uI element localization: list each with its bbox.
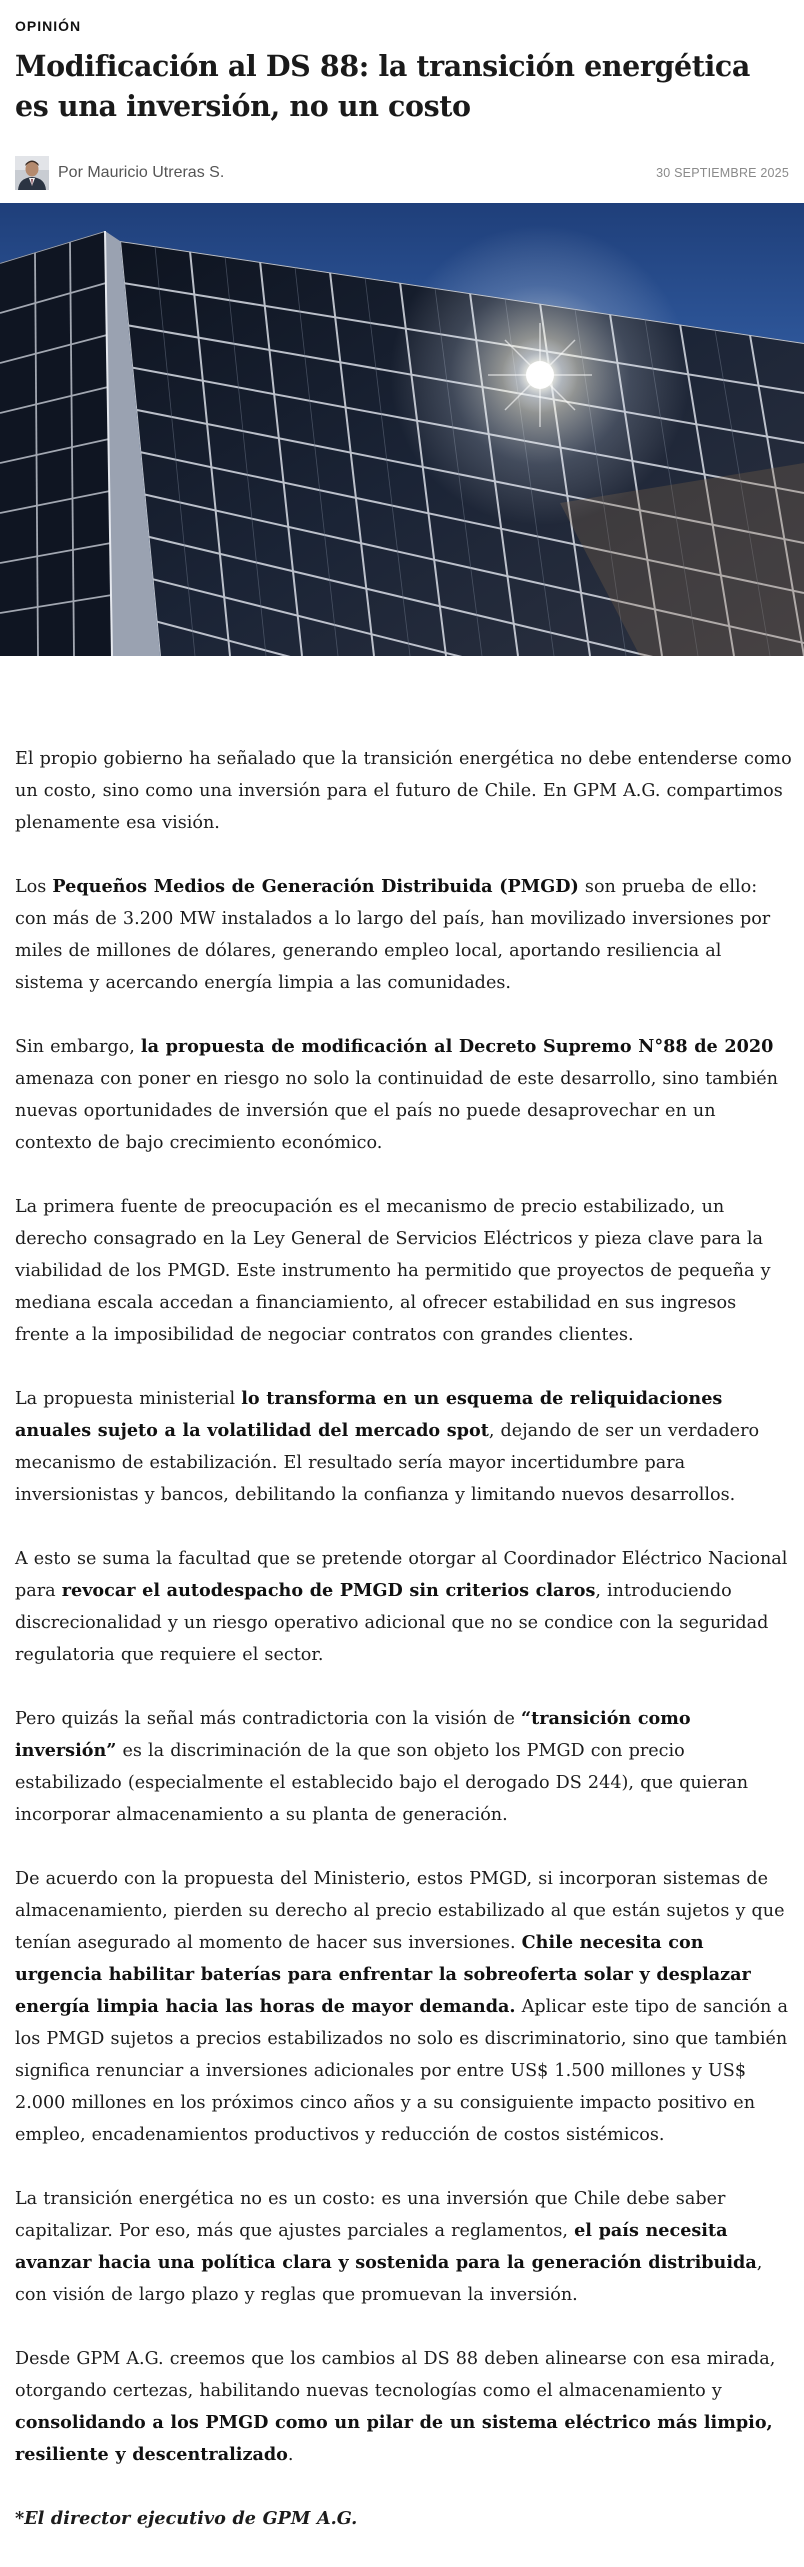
article-paragraph xyxy=(15,2183,793,2311)
byline xyxy=(15,156,789,192)
paragraph-text: De acuerdo con la propuesta del Ministerio, estos PMGD, si incorporan sistemas de almacenamiento, pierden su derecho al precio estabilizado al que están sujetos y que tenían asegurado al momento de hacer sus inversiones. xyxy=(15,1869,785,1953)
paragraph-text: La primera fuente de preocupación es el mecanismo de precio estabilizado, un derecho consagrado en la Ley General de Servicios Eléctricos y pieza clave para la viabilidad de los PMGD. Este instrumento ha permitido que proyectos de pequeña y mediana escala accedan a financiamiento, al ofrecer estabilidad en sus ingresos frente a la imposibilidad de negociar contratos con grandes clientes. xyxy=(15,1197,771,1345)
bold-emphasis: consolidando a los PMGD como un pilar de un sistema eléctrico más limpio, resiliente y descentralizado xyxy=(15,2412,773,2465)
paragraph-text: Desde GPM A.G. creemos que los cambios al DS 88 deben alinearse con esa mirada, otorgando certezas, habilitando nuevas tecnologías como el almacenamiento y xyxy=(15,2349,776,2401)
paragraph-text: son prueba de ello: con más de 3.200 MW instalados a lo largo del país, han movilizado inversiones por miles de millones de dólares, generando empleo local, aportando resiliencia al sistema y acercando energía limpia a las comunidades. xyxy=(15,877,771,993)
article-paragraph xyxy=(15,1863,793,2151)
bold-emphasis: lo transforma en un esquema de reliquidaciones anuales sujeto a la volatilidad del mercado spot xyxy=(15,1388,723,1441)
article-paragraph xyxy=(15,1703,793,1831)
article-body xyxy=(15,743,793,2567)
paragraph-text: es la discriminación de la que son objeto los PMGD con precio estabilizado (especialmente el establecido bajo el derogado DS 244), que quieran incorporar almacenamiento a su planta de generación. xyxy=(15,1741,749,1825)
article-paragraph xyxy=(15,743,793,839)
article-headline: Modificación al DS 88: la transición energética es una inversión, no un costo xyxy=(15,49,750,123)
paragraph-text: A esto se suma la facultad que se pretende otorgar al Coordinador Eléctrico Nacional para xyxy=(15,1549,788,1601)
paragraph-text: , introduciendo discrecionalidad y un riesgo operativo adicional que no se condice con la seguridad regulatoria que requiere el sector. xyxy=(15,1581,769,1665)
author-portrait-icon xyxy=(15,156,49,190)
bold-emphasis: Chile necesita con urgencia habilitar baterías para enfrentar la sobreoferta solar y desplazar energía limpia hacia las horas de mayor demanda. xyxy=(15,1932,751,2017)
bold-emphasis: el país necesita avanzar hacia una política clara y sostenida para la generación distribuida xyxy=(15,2220,757,2273)
paragraph-text: amenaza con poner en riesgo no solo la continuidad de este desarrollo, sino también nuevas oportunidades de inversión que el país no puede desaprovechar en un contexto de bajo crecimiento económico. xyxy=(15,1069,778,1153)
hero-image xyxy=(0,203,804,656)
bold-emphasis: “transición como inversión” xyxy=(15,1708,691,1761)
paragraph-text: , con visión de largo plazo y reglas que promuevan la inversión. xyxy=(15,2253,763,2305)
paragraph-text: . xyxy=(287,2445,294,2465)
bold-emphasis: Pequeños Medios de Generación Distribuida (PMGD) xyxy=(52,876,579,897)
solar-panel-photo-icon xyxy=(0,203,804,656)
article-paragraph xyxy=(15,1543,793,1671)
bold-emphasis: la propuesta de modificación al Decreto Supremo N°88 de 2020 xyxy=(140,1036,774,1057)
paragraph-text: La transición energética no es un costo: es una inversión que Chile debe saber capitalizar. Por eso, más que ajustes parciales a reglamentos, xyxy=(15,2189,726,2241)
signature-text: *El director ejecutivo de GPM A.G. xyxy=(15,2508,358,2529)
paragraph-text: Los xyxy=(15,877,53,897)
article-paragraph xyxy=(15,1031,793,1159)
author-avatar[interactable] xyxy=(15,156,49,190)
article-paragraph xyxy=(15,1191,793,1351)
paragraph-text: Aplicar este tipo de sanción a los PMGD sujetos a precios estabilizados no solo es discriminatorio, sino que también significa renunciar a inversiones adicionales por entre US$ 1.500 millones y US$ 2.000 millones en los próximos cinco años y a su consiguiente impacto positivo en empleo, encadenamientos productivos y reducción de costos sistémicos. xyxy=(15,1997,788,2145)
paragraph-text: La propuesta ministerial xyxy=(15,1389,242,1409)
bold-emphasis: revocar el autodespacho de PMGD sin criterios claros xyxy=(61,1580,596,1601)
author-signature xyxy=(15,2503,793,2535)
section-label[interactable]: OPINIÓN xyxy=(15,18,82,34)
paragraph-text: Pero quizás la señal más contradictoria con la visión de xyxy=(15,1709,521,1729)
paragraph-text: El propio gobierno ha señalado que la transición energética no debe entenderse como un costo, sino como una inversión para el futuro de Chile. En GPM A.G. compartimos plenamente esa visión. xyxy=(15,749,792,833)
article-paragraph xyxy=(15,1383,793,1511)
article-paragraph xyxy=(15,2343,793,2471)
publish-date: 30 SEPTIEMBRE 2025 xyxy=(656,166,789,180)
paragraph-text: , dejando de ser un verdadero mecanismo de estabilización. El resultado sería mayor incertidumbre para inversionistas y bancos, debilitando la confianza y limitando nuevos desarrollos. xyxy=(15,1421,760,1505)
article-paragraph xyxy=(15,871,793,999)
paragraph-text: Sin embargo, xyxy=(15,1037,141,1057)
author-name[interactable]: Por Mauricio Utreras S. xyxy=(58,164,225,181)
